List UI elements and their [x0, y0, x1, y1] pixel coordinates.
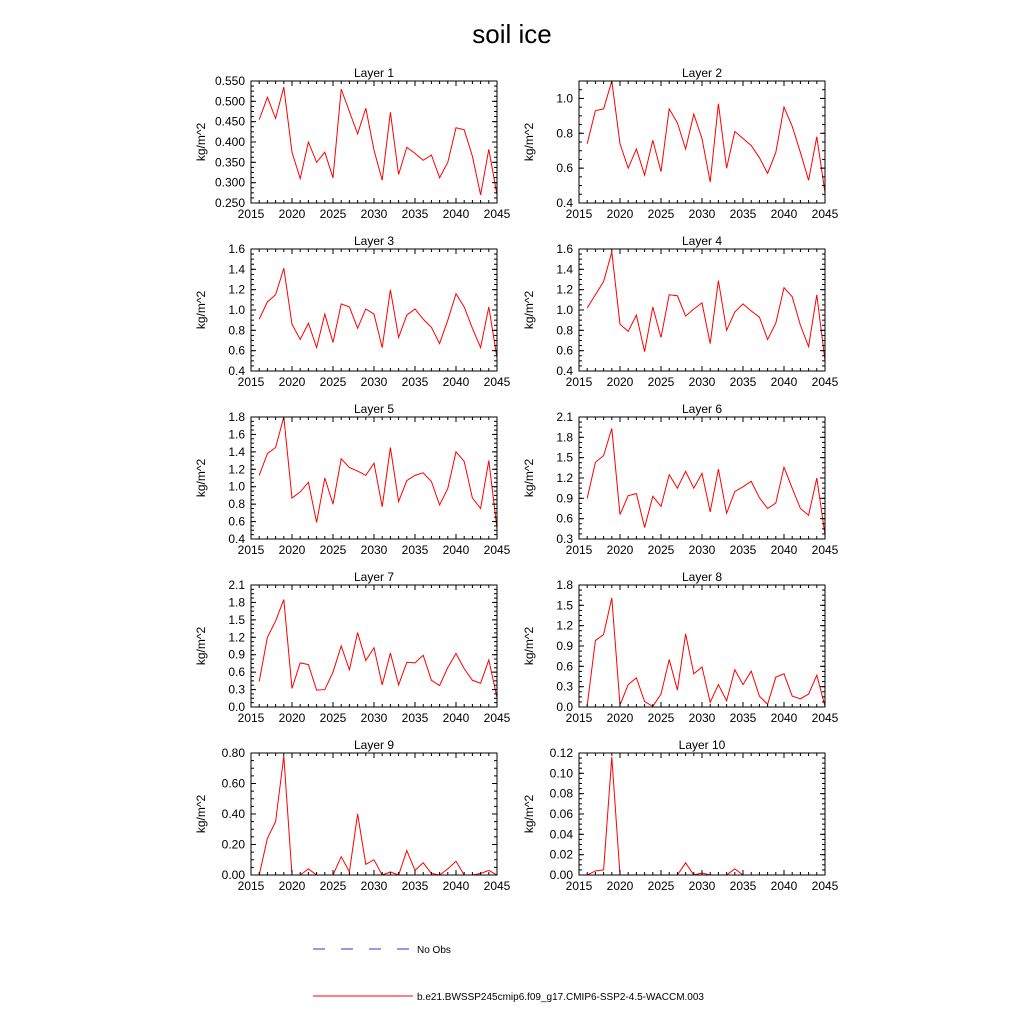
- panel-layer-2: [522, 66, 839, 221]
- x-tick-label: 2035: [401, 879, 429, 893]
- y-tick-label: 1.0: [556, 91, 573, 106]
- series-line: [587, 252, 825, 361]
- y-tick-label: 1.0: [228, 479, 245, 494]
- series-line: [587, 429, 825, 535]
- x-tick-label: 2030: [360, 207, 388, 221]
- y-tick-label: 0.6: [556, 161, 573, 176]
- y-axis-label: kg/m^2: [194, 458, 208, 498]
- y-tick-label: 1.8: [556, 578, 573, 592]
- x-tick-label: 2020: [606, 879, 634, 893]
- x-tick-label: 2020: [278, 543, 306, 557]
- x-tick-label: 2040: [442, 711, 470, 725]
- plot-frame: [251, 81, 497, 203]
- x-tick-label: 2040: [442, 375, 470, 389]
- x-tick-label: 2040: [770, 879, 798, 893]
- y-tick-label: 0.300: [214, 175, 245, 190]
- x-tick-label: 2015: [565, 879, 593, 893]
- y-tick-label: 1.6: [228, 242, 245, 256]
- x-tick-label: 2040: [770, 375, 798, 389]
- x-tick-label: 2025: [647, 543, 675, 557]
- x-tick-label: 2040: [442, 207, 470, 221]
- series-line: [587, 757, 825, 875]
- x-tick-label: 2015: [237, 879, 265, 893]
- x-tick-label: 2045: [483, 375, 511, 389]
- y-axis-label: kg/m^2: [194, 290, 208, 330]
- x-tick-label: 2020: [606, 543, 634, 557]
- y-tick-label: 0.6: [228, 665, 245, 680]
- x-tick-label: 2035: [729, 207, 757, 221]
- panel-layer-8: [522, 570, 839, 725]
- y-tick-label: 1.5: [556, 598, 573, 613]
- y-tick-label: 0.8: [228, 497, 245, 512]
- y-tick-label: 0.9: [556, 491, 573, 506]
- y-tick-label: 0.6: [556, 343, 573, 358]
- y-tick-label: 0.450: [214, 114, 245, 129]
- y-tick-label: 1.4: [228, 444, 245, 459]
- series-line: [587, 81, 825, 193]
- x-tick-label: 2045: [811, 711, 839, 725]
- x-tick-label: 2015: [565, 375, 593, 389]
- y-tick-label: 0.4: [556, 364, 573, 378]
- y-tick-label: 0.6: [228, 514, 245, 529]
- panel-title: Layer 9: [353, 738, 395, 752]
- y-tick-label: 0.0: [556, 700, 573, 714]
- x-tick-label: 2035: [401, 375, 429, 389]
- y-tick-label: 1.5: [556, 450, 573, 465]
- y-tick-label: 0.500: [214, 94, 245, 109]
- x-tick-label: 2035: [401, 207, 429, 221]
- x-tick-label: 2015: [237, 375, 265, 389]
- x-tick-label: 2025: [647, 207, 675, 221]
- y-tick-label: 1.8: [228, 595, 245, 610]
- x-tick-label: 2025: [647, 711, 675, 725]
- x-tick-label: 2020: [278, 375, 306, 389]
- y-tick-label: 1.6: [228, 427, 245, 442]
- y-tick-label: 0.9: [228, 647, 245, 662]
- y-tick-label: 0.08: [549, 786, 573, 801]
- y-axis-label: kg/m^2: [194, 626, 208, 666]
- panel-layer-7: [194, 570, 511, 725]
- x-tick-label: 2020: [278, 207, 306, 221]
- x-tick-label: 2035: [729, 375, 757, 389]
- x-tick-label: 2015: [565, 543, 593, 557]
- y-axis-label: kg/m^2: [522, 290, 536, 330]
- x-tick-label: 2035: [401, 711, 429, 725]
- series-line: [259, 87, 497, 195]
- y-tick-label: 0.40: [221, 807, 245, 821]
- x-tick-label: 2035: [729, 879, 757, 893]
- y-tick-label: 0.6: [228, 343, 245, 358]
- y-tick-label: 1.2: [228, 282, 245, 297]
- panel-layer-1: [194, 66, 511, 221]
- x-tick-label: 2025: [319, 543, 347, 557]
- y-tick-label: 0.3: [556, 532, 573, 546]
- y-tick-label: 0.4: [556, 196, 573, 210]
- x-tick-label: 2025: [319, 375, 347, 389]
- y-tick-label: 0.02: [549, 847, 573, 862]
- x-tick-label: 2015: [237, 207, 265, 221]
- x-tick-label: 2025: [647, 879, 675, 893]
- x-tick-label: 2045: [483, 711, 511, 725]
- panel-title: Layer 6: [681, 402, 723, 416]
- panel-layer-5: [194, 402, 511, 557]
- y-tick-label: 0.400: [214, 135, 245, 149]
- series-line: [259, 268, 497, 357]
- legend: [313, 945, 704, 1003]
- x-tick-label: 2040: [770, 711, 798, 725]
- y-tick-label: 1.2: [556, 618, 573, 633]
- y-tick-label: 0.4: [228, 364, 245, 378]
- x-tick-label: 2020: [278, 879, 306, 893]
- x-tick-label: 2025: [319, 879, 347, 893]
- series-line: [259, 600, 497, 698]
- y-tick-label: 1.4: [228, 262, 245, 277]
- y-tick-label: 0.9: [556, 639, 573, 653]
- panel-layer-6: [522, 402, 839, 557]
- x-tick-label: 2045: [483, 879, 511, 893]
- x-tick-label: 2040: [770, 543, 798, 557]
- y-tick-label: 0.250: [214, 196, 245, 210]
- y-tick-label: 1.0: [228, 303, 245, 317]
- panel-layer-9: [194, 738, 511, 893]
- panel-title: Layer 10: [678, 738, 726, 752]
- x-tick-label: 2030: [688, 375, 716, 389]
- panel-layer-10: [522, 738, 839, 893]
- y-tick-label: 0.10: [549, 766, 573, 781]
- y-tick-label: 0.6: [556, 659, 573, 674]
- plot-frame: [579, 81, 825, 203]
- y-tick-label: 0.8: [556, 126, 573, 141]
- y-tick-label: 0.3: [228, 682, 245, 697]
- x-tick-label: 2025: [319, 207, 347, 221]
- plot-frame: [579, 249, 825, 371]
- y-tick-label: 0.00: [549, 868, 573, 882]
- y-tick-label: 0.3: [556, 679, 573, 694]
- y-axis-label: kg/m^2: [194, 122, 208, 162]
- panels-group: [194, 66, 839, 893]
- y-tick-label: 0.350: [214, 155, 245, 170]
- y-tick-label: 1.6: [556, 242, 573, 256]
- panel-layer-4: [522, 234, 839, 389]
- y-tick-label: 1.2: [228, 630, 245, 645]
- x-tick-label: 2040: [770, 207, 798, 221]
- x-tick-label: 2030: [688, 711, 716, 725]
- x-tick-label: 2020: [278, 711, 306, 725]
- x-tick-label: 2025: [647, 375, 675, 389]
- x-tick-label: 2045: [483, 543, 511, 557]
- x-tick-label: 2015: [565, 207, 593, 221]
- x-tick-label: 2030: [688, 879, 716, 893]
- y-tick-label: 1.5: [228, 612, 245, 627]
- y-tick-label: 1.0: [556, 303, 573, 317]
- x-tick-label: 2045: [811, 207, 839, 221]
- panel-title: Layer 8: [681, 570, 723, 584]
- x-tick-label: 2040: [442, 543, 470, 557]
- y-tick-label: 0.06: [549, 807, 573, 821]
- x-tick-label: 2035: [401, 543, 429, 557]
- x-tick-label: 2030: [360, 543, 388, 557]
- panel-title: Layer 7: [353, 570, 395, 584]
- x-tick-label: 2030: [360, 375, 388, 389]
- y-tick-label: 1.2: [556, 282, 573, 297]
- y-tick-label: 0.12: [549, 746, 573, 760]
- y-tick-label: 2.1: [228, 578, 245, 592]
- x-tick-label: 2030: [360, 711, 388, 725]
- x-tick-label: 2035: [729, 543, 757, 557]
- panel-title: Layer 1: [353, 66, 395, 80]
- y-axis-label: kg/m^2: [522, 794, 536, 834]
- panel-layer-3: [194, 234, 511, 389]
- series-line: [587, 598, 825, 706]
- x-tick-label: 2045: [811, 375, 839, 389]
- y-tick-label: 1.4: [556, 262, 573, 277]
- panel-title: Layer 3: [353, 234, 395, 248]
- y-tick-label: 0.550: [214, 74, 245, 88]
- x-tick-label: 2020: [606, 207, 634, 221]
- legend-obs-label: No Obs: [417, 945, 451, 956]
- x-tick-label: 2030: [688, 543, 716, 557]
- y-tick-label: 0.04: [549, 827, 573, 842]
- x-tick-label: 2045: [811, 879, 839, 893]
- x-tick-label: 2045: [811, 543, 839, 557]
- y-axis-label: kg/m^2: [194, 794, 208, 834]
- y-tick-label: 1.2: [228, 462, 245, 477]
- plot-frame: [251, 417, 497, 539]
- y-tick-label: 0.4: [228, 532, 245, 546]
- panel-title: Layer 4: [681, 234, 723, 248]
- series-line: [259, 756, 497, 875]
- y-tick-label: 0.8: [228, 323, 245, 338]
- x-tick-label: 2020: [606, 375, 634, 389]
- panel-title: Layer 2: [681, 66, 723, 80]
- y-axis-label: kg/m^2: [522, 626, 536, 666]
- x-tick-label: 2035: [729, 711, 757, 725]
- x-tick-label: 2045: [483, 207, 511, 221]
- plot-frame: [251, 249, 497, 371]
- y-tick-label: 2.1: [556, 410, 573, 424]
- y-tick-label: 0.20: [221, 837, 245, 852]
- series-line: [259, 417, 497, 529]
- y-axis-label: kg/m^2: [522, 458, 536, 498]
- x-tick-label: 2015: [237, 711, 265, 725]
- y-tick-label: 1.8: [556, 430, 573, 445]
- y-tick-label: 0.0: [228, 700, 245, 714]
- x-tick-label: 2030: [360, 879, 388, 893]
- y-tick-label: 0.80: [221, 746, 245, 760]
- y-tick-label: 0.00: [221, 868, 245, 882]
- x-tick-label: 2015: [237, 543, 265, 557]
- x-tick-label: 2015: [565, 711, 593, 725]
- x-tick-label: 2020: [606, 711, 634, 725]
- main-title: soil ice: [472, 19, 552, 49]
- legend-model-label: b.e21.BWSSP245cmip6.f09_g17.CMIP6-SSP2-4.5-WACCM.003: [417, 992, 704, 1003]
- y-tick-label: 0.8: [556, 323, 573, 338]
- x-tick-label: 2040: [442, 879, 470, 893]
- x-tick-label: 2030: [688, 207, 716, 221]
- x-tick-label: 2025: [319, 711, 347, 725]
- y-tick-label: 0.6: [556, 511, 573, 526]
- y-tick-label: 1.8: [228, 410, 245, 424]
- panel-title: Layer 5: [353, 402, 395, 416]
- y-axis-label: kg/m^2: [522, 122, 536, 162]
- y-tick-label: 1.2: [556, 471, 573, 485]
- y-tick-label: 0.60: [221, 776, 245, 791]
